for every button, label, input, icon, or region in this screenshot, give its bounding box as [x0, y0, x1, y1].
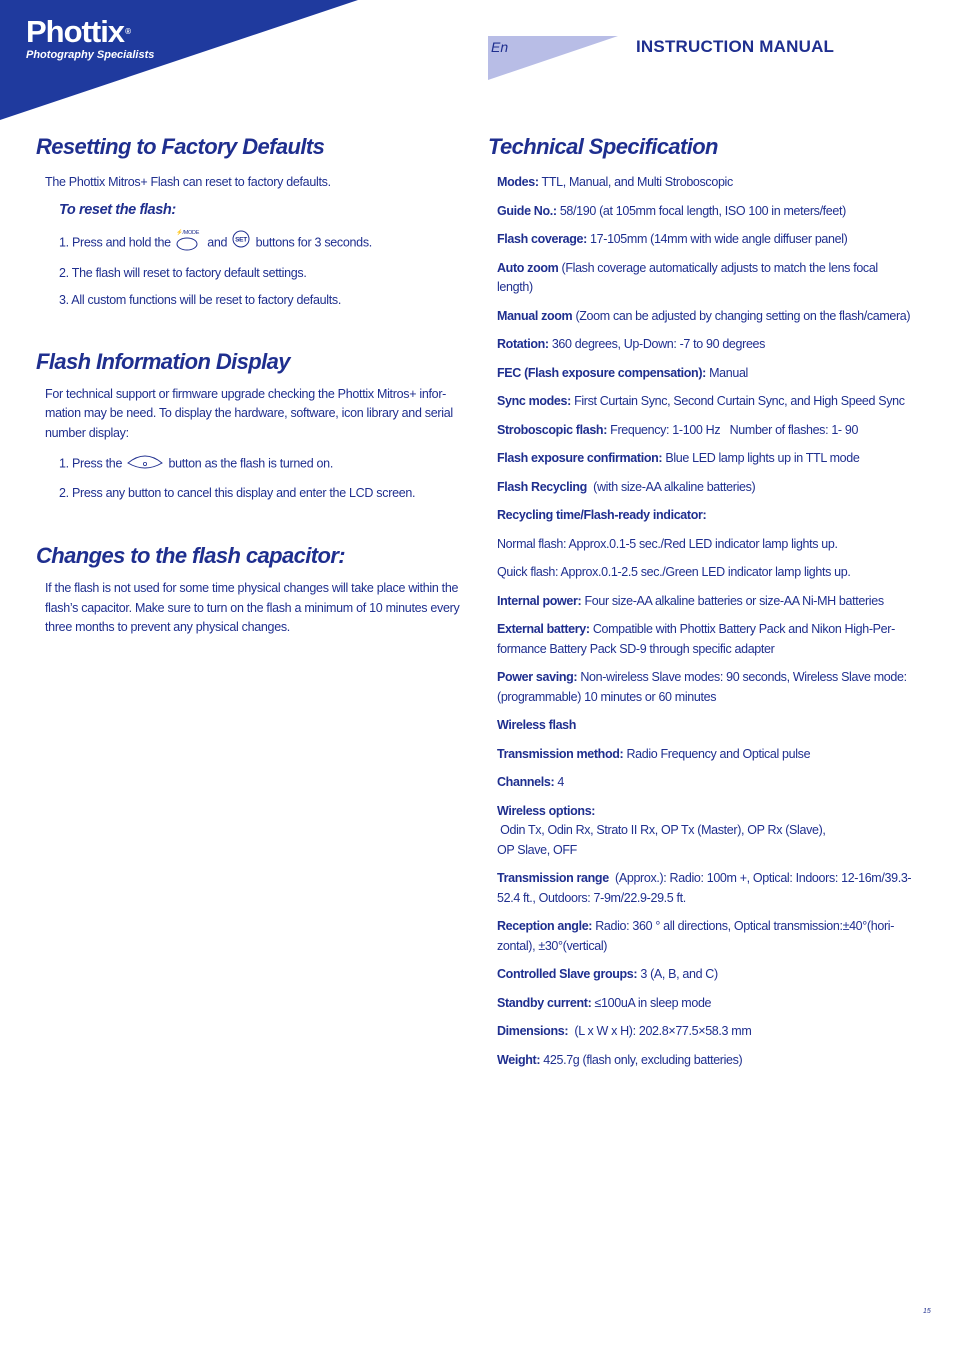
spec-item	[488, 716, 918, 736]
info-intro-1: For technical support or firmware upgrade checking the Phottix Mitros+ infor-	[45, 386, 447, 401]
registered-mark: ®	[125, 27, 130, 36]
spec-item	[488, 869, 918, 908]
spec-item	[488, 668, 918, 707]
capacitor-line-1: If the flash is not used for some time physical changes will take place within the	[45, 581, 459, 595]
reset-step-2: 2. The flash will reset to factory default settings.	[59, 265, 307, 280]
spec-label: Sync modes:	[497, 394, 571, 408]
spec-item	[488, 506, 918, 526]
dial-button-icon	[125, 451, 165, 477]
spec-label: FEC (Flash exposure compensation):	[497, 365, 706, 380]
reset-intro: The Phottix Mitros+ Flash can reset to factory defaults.	[45, 175, 331, 189]
spec-label: Internal power:	[497, 593, 582, 608]
spec-label: Wireless flash	[497, 718, 577, 732]
spec-item	[488, 173, 918, 193]
spec-label: Flash coverage:	[497, 232, 587, 246]
spec-item	[488, 592, 918, 612]
spec-item	[488, 994, 918, 1014]
spec-value: (Flash coverage automatically adjusts to match the lens focal	[558, 260, 878, 275]
manual-title: INSTRUCTION MANUAL	[636, 37, 835, 56]
spec-value-continued: (programmable) 10 minutes or 60 minutes	[497, 689, 717, 704]
page-number: 15	[923, 1308, 931, 1315]
spec-value: 3 (A, B, and C)	[637, 967, 718, 981]
spec-label: Power saving:	[497, 670, 578, 684]
spec-label: Flash Recycling	[497, 479, 587, 494]
spec-value: (L x W x H): 202.8×77.5×58.3 mm	[568, 1024, 752, 1038]
spec-item	[488, 478, 918, 498]
spec-value: 360 degrees, Up-Down: -7 to 90 degrees	[548, 337, 766, 351]
spec-value-continued: 52.4 ft., Outdoors: 7-9m/22.9-29.5 ft.	[497, 890, 686, 905]
spec-label: Guide No.:	[497, 203, 557, 218]
spec-label: Stroboscopic flash:	[497, 422, 608, 437]
spec-item	[488, 917, 918, 956]
spec-value: 17-105mm (14mm with wide angle diffuser panel)	[586, 232, 848, 246]
reset-step-3: 3. All custom functions will be reset to factory defaults.	[59, 292, 342, 307]
reset-step-1-mid: and	[207, 234, 228, 249]
info-heading: Flash Information Display	[36, 348, 290, 374]
set-button-icon	[230, 230, 252, 256]
spec-label: Transmission range	[497, 871, 609, 885]
right-column	[488, 132, 918, 1070]
left-column	[36, 132, 468, 638]
spec-value: 58/190 (at 105mm focal length, ISO 100 in meters/feet)	[556, 203, 846, 218]
spec-item	[488, 259, 918, 298]
spec-item	[488, 1051, 918, 1071]
spec-value: Frequency: 1-100 Hz Number of flashes: 1- 90	[607, 422, 859, 437]
spec-value: Non-wireless Slave modes: 90 seconds, Wireless Slave mode:	[577, 670, 907, 684]
reset-step-1-post: buttons for 3 seconds.	[255, 234, 372, 249]
brand-tagline: Photography Specialists	[26, 49, 155, 61]
spec-value: Normal flash: Approx.0.1-5 sec./Red LED indicator lamp lights up.	[497, 536, 838, 551]
reset-subheading: To reset the flash:	[59, 201, 176, 218]
spec-item	[488, 620, 918, 659]
spec-value: First Curtain Sync, Second Curtain Sync, and High Speed Sync	[570, 394, 905, 408]
spec-value-continued: zontal), ±30°(vertical)	[497, 938, 608, 953]
info-step-1	[36, 451, 468, 477]
spec-value-continued: length)	[497, 280, 533, 294]
capacitor-line-3: three months to prevent any physical changes.	[45, 620, 290, 634]
spec-item	[488, 202, 918, 222]
flash-mode-button-icon	[174, 227, 204, 259]
spec-label: Manual zoom	[497, 308, 573, 323]
spec-label: Dimensions:	[497, 1024, 569, 1038]
spec-label: Rotation:	[497, 337, 549, 351]
spec-item	[488, 1022, 918, 1042]
reset-step-1	[36, 227, 468, 259]
spec-item	[488, 773, 918, 793]
set-icon-label: SET	[235, 236, 248, 243]
spec-item	[488, 965, 918, 985]
spec-item	[488, 392, 918, 412]
spec-label: Standby current:	[497, 995, 592, 1010]
language-label: En	[491, 39, 509, 55]
spec-label: External battery:	[497, 622, 590, 636]
spec-item	[488, 563, 918, 583]
spec-item	[488, 307, 918, 327]
spec-value: Four size-AA alkaline batteries or size-AA Ni-MH batteries	[581, 593, 884, 608]
mode-icon-label: ⚡/MODE	[176, 229, 200, 236]
spec-value: ≤100uA in sleep mode	[591, 995, 712, 1010]
reset-step-1-pre: 1. Press and hold the	[59, 234, 171, 249]
spec-value: Manual	[705, 365, 748, 380]
spec-value: 4	[554, 775, 565, 789]
info-intro-2: mation may be need. To display the hardware, software, icon library and serial	[45, 406, 453, 420]
spec-value: Radio: 360 ° all directions, Optical transmission:±40°(hori-	[592, 919, 895, 933]
spec-heading: Technical Specification	[488, 134, 718, 159]
spec-label: Channels:	[497, 775, 555, 789]
spec-value: TTL, Manual, and Multi Stroboscopic	[538, 175, 733, 189]
brand-name: Phottix	[26, 14, 125, 49]
spec-label: Transmission method:	[497, 746, 624, 761]
spec-item	[488, 421, 918, 441]
capacitor-line-2: flash’s capacitor. Make sure to turn on the flash a minimum of 10 minutes every	[45, 600, 460, 615]
spec-item	[488, 745, 918, 765]
reset-heading: Resetting to Factory Defaults	[36, 134, 325, 159]
spec-label: Controlled Slave groups:	[497, 967, 638, 981]
spec-value: (Zoom can be adjusted by changing setting on the flash/camera)	[572, 308, 911, 323]
spec-value: Quick flash: Approx.0.1-2.5 sec./Green LED indicator lamp lights up.	[497, 565, 851, 579]
info-step-1-post: button as the flash is turned on.	[168, 456, 334, 471]
spec-value-continued: OP Slave, OFF	[497, 842, 577, 857]
spec-item	[488, 230, 918, 250]
spec-value: Blue LED lamp lights up in TTL mode	[662, 451, 860, 465]
spec-label: Flash exposure confirmation:	[497, 451, 663, 465]
info-intro-3: number display:	[45, 425, 129, 440]
spec-item	[488, 364, 918, 384]
spec-label: Recycling time/Flash-ready indicator:	[497, 508, 707, 522]
capacitor-heading: Changes to the flash capacitor:	[36, 543, 346, 568]
spec-label: Reception angle:	[497, 919, 593, 933]
spec-value: Radio Frequency and Optical pulse	[623, 746, 811, 761]
spec-label: Auto zoom	[497, 260, 559, 275]
spec-item	[488, 802, 918, 861]
spec-value: 425.7g (flash only, excluding batteries)	[540, 1052, 743, 1067]
spec-item	[488, 535, 918, 555]
spec-value: (with size-AA alkaline batteries)	[586, 479, 756, 494]
info-step-1-pre: 1. Press the	[59, 456, 123, 471]
spec-value: (Approx.): Radio: 100m +, Optical: Indoors: 12-16m/39.3-	[608, 871, 912, 885]
spec-item	[488, 449, 918, 469]
brand-logo	[26, 16, 154, 61]
spec-item	[488, 335, 918, 355]
spec-label: Weight:	[497, 1052, 541, 1067]
spec-value: Compatible with Phottix Battery Pack and Nikon High-Per-	[589, 622, 895, 636]
spec-label: Wireless options:	[497, 803, 596, 818]
spec-list	[488, 173, 918, 1070]
spec-label: Modes:	[497, 175, 539, 189]
spec-value-continued: formance Battery Pack SD-9 through specific adapter	[497, 641, 775, 656]
info-step-2: 2. Press any button to cancel this display and enter the LCD screen.	[59, 486, 416, 500]
spec-value: Odin Tx, Odin Rx, Strato II Rx, OP Tx (Master), OP Rx (Slave),	[497, 823, 826, 837]
